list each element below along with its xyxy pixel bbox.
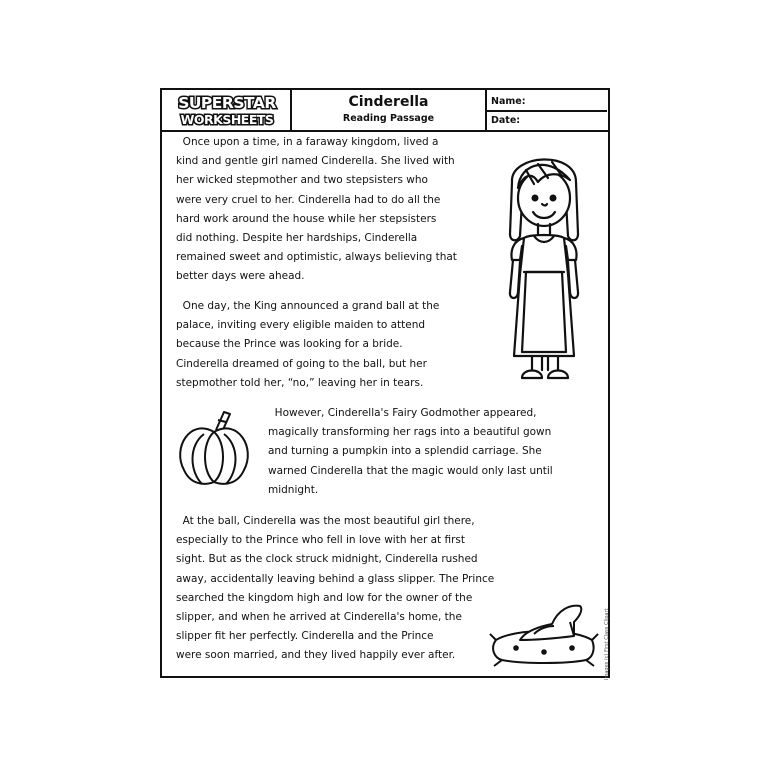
- page-subtitle: Reading Passage: [342, 113, 435, 124]
- svg-text:SUPERSTAR: SUPERSTAR: [178, 94, 276, 112]
- passage-paragraph-2: One day, the King announced a grand ball at the palace, inviting every eligible maiden to attend because the Prince was looking for a bride. Cinderella dreamed of going to the ball, but her stepmother told her, “no,” leaving her in tears.: [176, 300, 440, 389]
- worksheet-header: [162, 90, 608, 132]
- svg-text:WORKSHEETS: WORKSHEETS: [180, 112, 274, 127]
- passage-paragraph-3: However, Cinderella's Fairy Godmother appeared, magically transforming her rags into a beautiful gown and turning a pumpkin into a splendid carriage. She warned Cinderella that the magic would only last until midnight.: [268, 407, 553, 496]
- divider: [487, 110, 607, 112]
- date-label: Date:: [491, 115, 521, 126]
- cinderella-illustration-icon: [490, 142, 598, 390]
- superstar-worksheets-logo: [166, 92, 288, 128]
- pumpkin-icon: [174, 408, 254, 490]
- name-label: Name:: [491, 96, 526, 107]
- passage-paragraph-1: Once upon a time, in a faraway kingdom, lived a kind and gentle girl named Cinderella. She lived with her wicked stepmother and two stepsisters who were very cruel to her. Cinderella had to do all the hard work around the house while her stepsisters did nothing. Despite her hardships, Cinderella remained sweet and optimistic, always believing that better days were ahead.: [176, 136, 457, 283]
- worksheet: [160, 88, 610, 678]
- glass-slipper-icon: [486, 600, 602, 670]
- page-title: Cinderella: [348, 94, 429, 110]
- logo-cell: [162, 90, 292, 130]
- passage-paragraph-4: At the ball, Cinderella was the most beautiful girl there, especially to the Prince who fell in love with her at first sight. But as the clock struck midnight, Cinderella rushed away, accidentally leaving behind a glass slipper. The Prince searched the kingdom high and low for the owner of the slipper, and when he arrived at Cinderella's home, the slipper fit her perfectly. Cinderella and the Prince were soon married, and they lived happily ever after.: [176, 515, 495, 662]
- title-cell: [292, 90, 487, 130]
- name-date-cell: [487, 90, 607, 130]
- image-credit: Images (c) First Class Clipart: [604, 608, 610, 680]
